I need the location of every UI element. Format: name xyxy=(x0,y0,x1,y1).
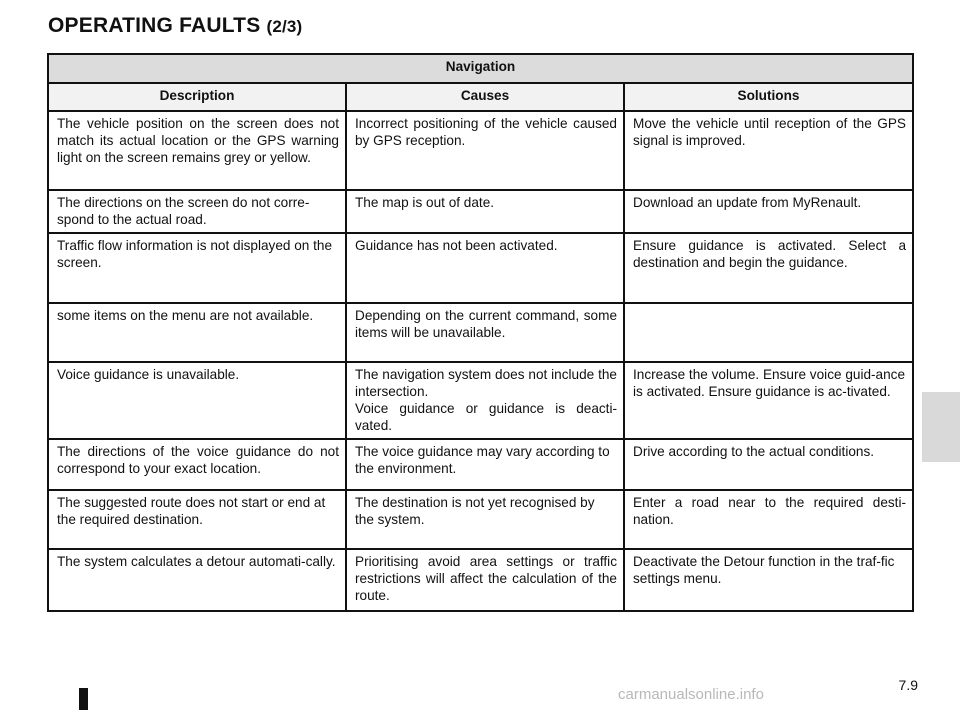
chapter-tab xyxy=(922,392,960,462)
margin-mark xyxy=(79,688,88,710)
page-title-suffix: (2/3) xyxy=(266,17,303,36)
solutions-cell: Deactivate the Detour function in the traf-fic settings menu. xyxy=(624,549,913,611)
description-cell: The system calculates a detour automati-cally. xyxy=(48,549,346,611)
description-cell: The vehicle position on the screen does not match its actual location or the GPS warning light on the screen remains grey or yellow. xyxy=(48,111,346,190)
causes-cell: The destination is not yet recognised by the system. xyxy=(346,490,624,549)
watermark: carmanualsonline.info xyxy=(618,686,764,703)
column-header-description: Description xyxy=(48,83,346,111)
description-cell: The directions of the voice guidance do not correspond to your exact location. xyxy=(48,439,346,490)
description-cell: The suggested route does not start or end at the required destination. xyxy=(48,490,346,549)
column-header-causes: Causes xyxy=(346,83,624,111)
table-row xyxy=(48,303,913,362)
table-row xyxy=(48,490,913,549)
causes-cell: Prioritising avoid area settings or traffic restrictions will affect the calculation of the route. xyxy=(346,549,624,611)
solutions-cell: Enter a road near to the required desti-nation. xyxy=(624,490,913,549)
solutions-cell: Ensure guidance is activated. Select a destination and begin the guidance. xyxy=(624,233,913,303)
table-row xyxy=(48,362,913,439)
table-row xyxy=(48,190,913,233)
table-row xyxy=(48,439,913,490)
causes-cell: The voice guidance may vary according to the environment. xyxy=(346,439,624,490)
causes-cell: Depending on the current command, some items will be unavailable. xyxy=(346,303,624,362)
solutions-cell: Increase the volume. Ensure voice guid-ance is activated. Ensure guidance is ac-tivated. xyxy=(624,362,913,439)
column-header-solutions: Solutions xyxy=(624,83,913,111)
page-number: 7.9 xyxy=(898,677,918,693)
solutions-cell: Download an update from MyRenault. xyxy=(624,190,913,233)
solutions-cell: Drive according to the actual conditions. xyxy=(624,439,913,490)
page-title xyxy=(48,14,302,38)
faults-table xyxy=(47,53,914,612)
table-row xyxy=(48,549,913,611)
description-cell: some items on the menu are not available. xyxy=(48,303,346,362)
table-section-title: Navigation xyxy=(48,54,913,83)
causes-cell: The navigation system does not include the intersection. Voice guidance or guidance is deacti-vated. xyxy=(346,362,624,439)
description-cell: Voice guidance is unavailable. xyxy=(48,362,346,439)
table-row xyxy=(48,233,913,303)
causes-cell: Guidance has not been activated. xyxy=(346,233,624,303)
description-cell: The directions on the screen do not corre-spond to the actual road. xyxy=(48,190,346,233)
causes-cell: The map is out of date. xyxy=(346,190,624,233)
table-row xyxy=(48,111,913,190)
solutions-cell: Move the vehicle until reception of the GPS signal is improved. xyxy=(624,111,913,190)
solutions-cell xyxy=(624,303,913,362)
page-title-text: OPERATING FAULTS xyxy=(48,14,261,37)
causes-cell: Incorrect positioning of the vehicle caused by GPS reception. xyxy=(346,111,624,190)
description-cell: Traffic flow information is not displayed on the screen. xyxy=(48,233,346,303)
